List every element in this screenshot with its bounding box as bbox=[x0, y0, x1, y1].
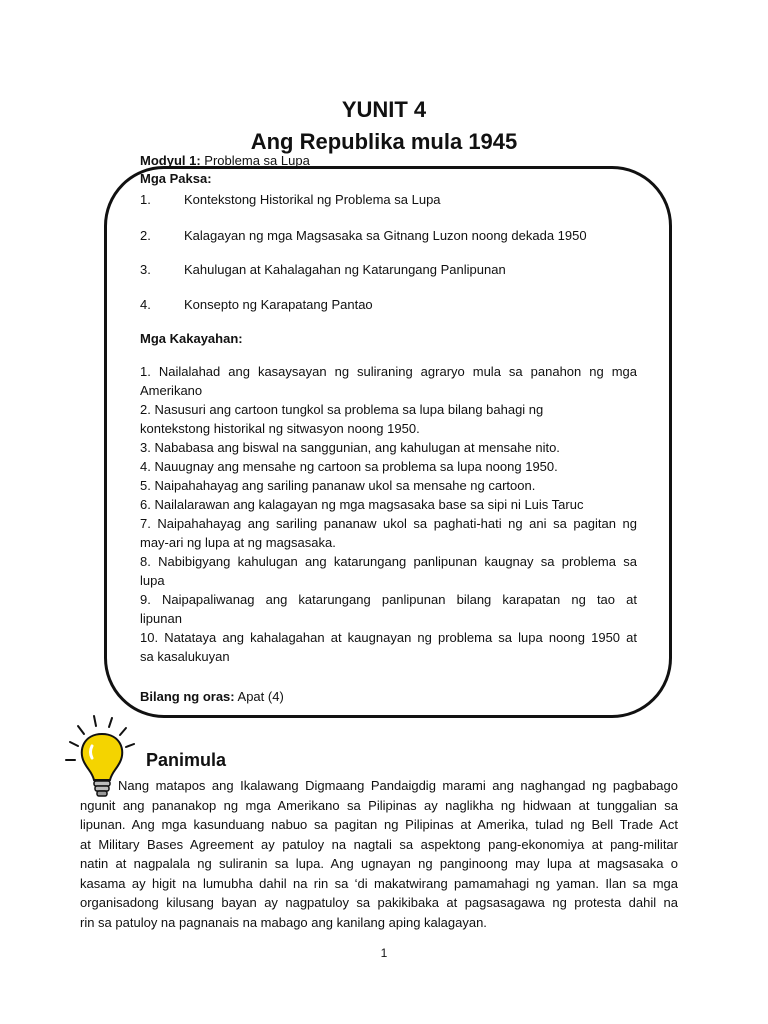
intro-line: kasama ay higit na lumubha dahil na rin sa ‘di makatwirang pamamahagi ng yaman. Ilan sa mga bbox=[80, 875, 678, 891]
intro-heading: Panimula bbox=[146, 750, 227, 770]
module-value: Problema sa Lupa bbox=[204, 153, 310, 168]
intro-line: organisadong kilusang bayan ay nagpatuloy sa pakikibaka at pagsasagawa ng protesta dahil na bbox=[80, 895, 678, 910]
intro-line: at Military Bases Agreement ay patuloy na nagtali sa aspektong pang-ekonomiya at pang-militar bbox=[80, 836, 678, 852]
topic-num: 4. bbox=[140, 297, 151, 312]
skill-line: 6. Nailalarawan ang kalagayan ng mga magsasaka base sa sipi ni Luis Taruc bbox=[140, 497, 584, 512]
hours-label: Bilang ng oras: bbox=[140, 689, 235, 704]
skill-line: may-ari ng lupa at ng magsasaka. bbox=[140, 535, 336, 550]
skill-line: lipunan bbox=[140, 611, 182, 626]
intro-paragraph bbox=[80, 776, 678, 932]
skill-line: 2. Nasusuri ang cartoon tungkol sa problema sa lupa bilang bahagi ng bbox=[140, 402, 544, 417]
module-line bbox=[140, 152, 310, 170]
topic-num: 1. bbox=[140, 192, 151, 207]
page-number: 1 bbox=[380, 946, 388, 960]
skills-list bbox=[140, 362, 637, 666]
skill-line: Amerikano bbox=[140, 383, 203, 398]
skill-line: 4. Nauugnay ang mensahe ng cartoon sa problema sa lupa noong 1950. bbox=[140, 459, 558, 474]
topic-item: Kahulugan at Kahalagahan ng Katarungang Panlipunan bbox=[184, 262, 506, 277]
skill-line: 5. Naipahahayag ang sariling pananaw ukol sa mensahe ng cartoon. bbox=[140, 478, 536, 493]
intro-line: ngunit ang pananakop ng mga Amerikano sa Pilipinas ay naglikha ng hidwaan at tunggalian sa bbox=[80, 797, 678, 813]
topics-heading: Mga Paksa: bbox=[140, 171, 212, 186]
intro-line: natin at nagpalala ng suliranin sa lupa. Ang ugnayan ng panginoong may lupa at magsasaka o bbox=[80, 856, 678, 871]
skill-line: 9. Naipapaliwanag ang katarungang panlipunan bilang karapatan ng tao at bbox=[140, 592, 637, 607]
skill-line: sa kasalukuyan bbox=[140, 649, 230, 664]
skill-line: lupa bbox=[140, 573, 165, 588]
skill-line: 1. Nailalahad ang kasaysayan ng suliraning agraryo mula sa panahon ng mga bbox=[140, 364, 637, 379]
module-label: Modyul 1: bbox=[140, 153, 201, 168]
topic-item: Kalagayan ng mga Magsasaka sa Gitnang Luzon noong dekada 1950 bbox=[184, 228, 587, 243]
skill-line: 10. Natataya ang kahalagahan at kaugnayan ng problema sa lupa noong 1950 at bbox=[140, 630, 637, 645]
topic-item: Konsepto ng Karapatang Pantao bbox=[184, 297, 373, 312]
skill-line: kontekstong historikal ng sitwasyon noong 1950. bbox=[140, 421, 420, 436]
hours-value: Apat (4) bbox=[237, 689, 284, 704]
skill-line: 3. Nababasa ang biswal na sanggunian, ang kahulugan at mensahe nito. bbox=[140, 440, 560, 455]
page-title: Ang Republika mula 1945 bbox=[250, 129, 518, 154]
skill-line: 8. Nabibigyang kahulugan ang katarungang panlipunan kaugnay sa problema sa bbox=[140, 554, 637, 569]
intro-line: rin sa patuloy na pagnanais na mabago ang kanilang aping kalagayan. bbox=[80, 914, 487, 930]
topic-num: 2. bbox=[140, 228, 151, 243]
skill-line: 7. Naipahahayag ang sariling pananaw ukol sa paghati-hati ng ani sa pagitan ng bbox=[140, 516, 637, 531]
intro-line: Nang matapos ang Ikalawang Digmaang Pandaigdig marami ang naghangad ng pagbabago bbox=[118, 778, 678, 793]
topic-item: Kontekstong Historikal ng Problema sa Lupa bbox=[184, 192, 441, 207]
intro-line: lipunan. Ang mga kasunduang nabuo sa pagitan ng Pilipinas at Amerika, tulad ng Bell Trade Act bbox=[80, 817, 678, 832]
skills-heading: Mga Kakayahan: bbox=[140, 331, 243, 346]
topic-num: 3. bbox=[140, 262, 151, 277]
hours-line bbox=[140, 688, 284, 706]
unit-title: YUNIT 4 bbox=[341, 97, 427, 122]
